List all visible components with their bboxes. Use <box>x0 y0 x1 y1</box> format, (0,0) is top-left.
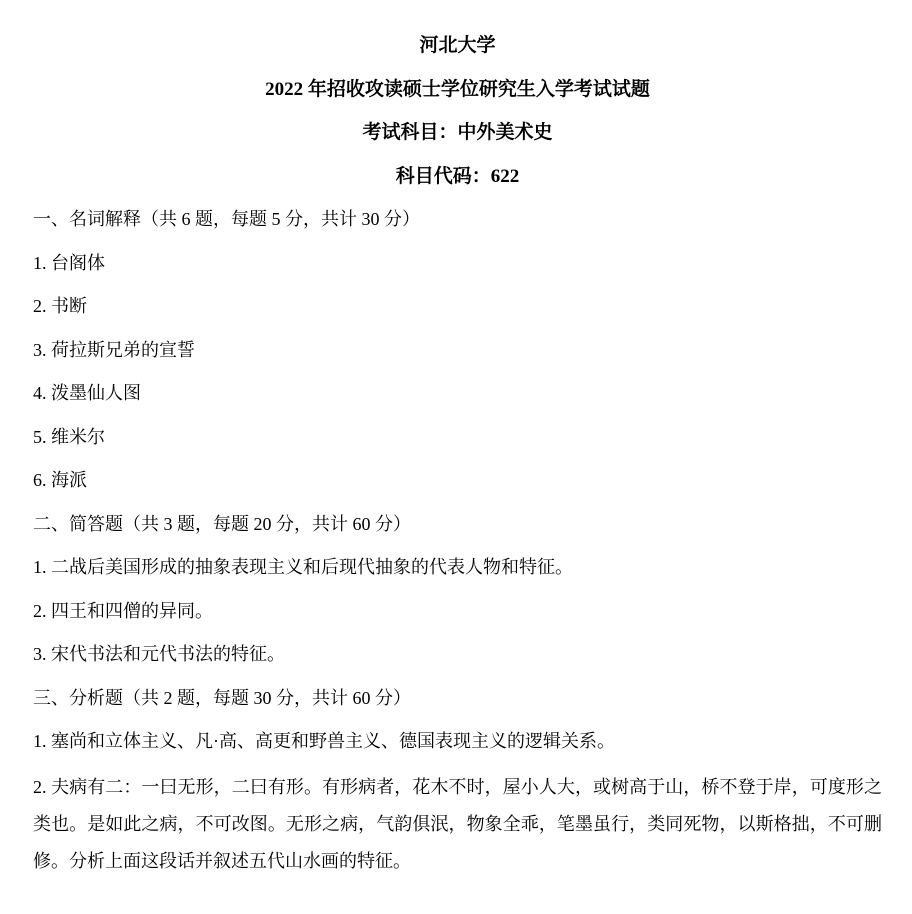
section-terms <box>33 198 882 503</box>
document-header <box>33 24 882 198</box>
terms-item-1: 1. 台阁体 <box>33 252 105 273</box>
section-short-answer-heading: 二、简答题（共 3 题，每题 20 分，共计 60 分） <box>33 513 411 534</box>
exam-title: 2022 年招收攻读硕士学位研究生入学考试试题 <box>265 78 650 100</box>
terms-item-3: 3. 荷拉斯兄弟的宣誓 <box>33 339 195 360</box>
section-analysis <box>33 677 882 880</box>
section-short-answer <box>33 503 882 677</box>
analysis-item-1: 1. 塞尚和立体主义、凡·高、高更和野兽主义、德国表现主义的逻辑关系。 <box>33 731 615 751</box>
short-answer-item-1: 1. 二战后美国形成的抽象表现主义和后现代抽象的代表人物和特征。 <box>33 557 573 577</box>
section-terms-heading: 一、名词解释（共 6 题，每题 5 分，共计 30 分） <box>33 209 420 229</box>
analysis-item-2: 2. 夫病有二：一曰无形，二曰有形。有形病者，花木不时，屋小人大，或树高于山，桥不登于岸，可度形之类也。是如此之病，不可改图。无形之病，气韵俱泯，物象全乖，笔墨虽行，类同死物，以斯格拙，不可删修。分析上面这段话并叙述五代山水画的特征。 <box>33 776 882 871</box>
terms-item-5: 5. 维米尔 <box>33 426 105 447</box>
terms-item-4: 4. 泼墨仙人图 <box>33 383 141 403</box>
terms-item-2: 2. 书断 <box>33 296 87 316</box>
short-answer-item-3: 3. 宋代书法和元代书法的特征。 <box>33 644 285 664</box>
exam-subject: 考试科目：中外美术史 <box>362 122 553 143</box>
subject-code: 科目代码：622 <box>395 165 520 187</box>
university-name: 河北大学 <box>419 35 496 56</box>
terms-item-6: 6. 海派 <box>33 470 87 490</box>
section-analysis-heading: 三、分析题（共 2 题，每题 30 分，共计 60 分） <box>33 687 411 708</box>
short-answer-item-2: 2. 四王和四僧的异同。 <box>33 600 213 621</box>
